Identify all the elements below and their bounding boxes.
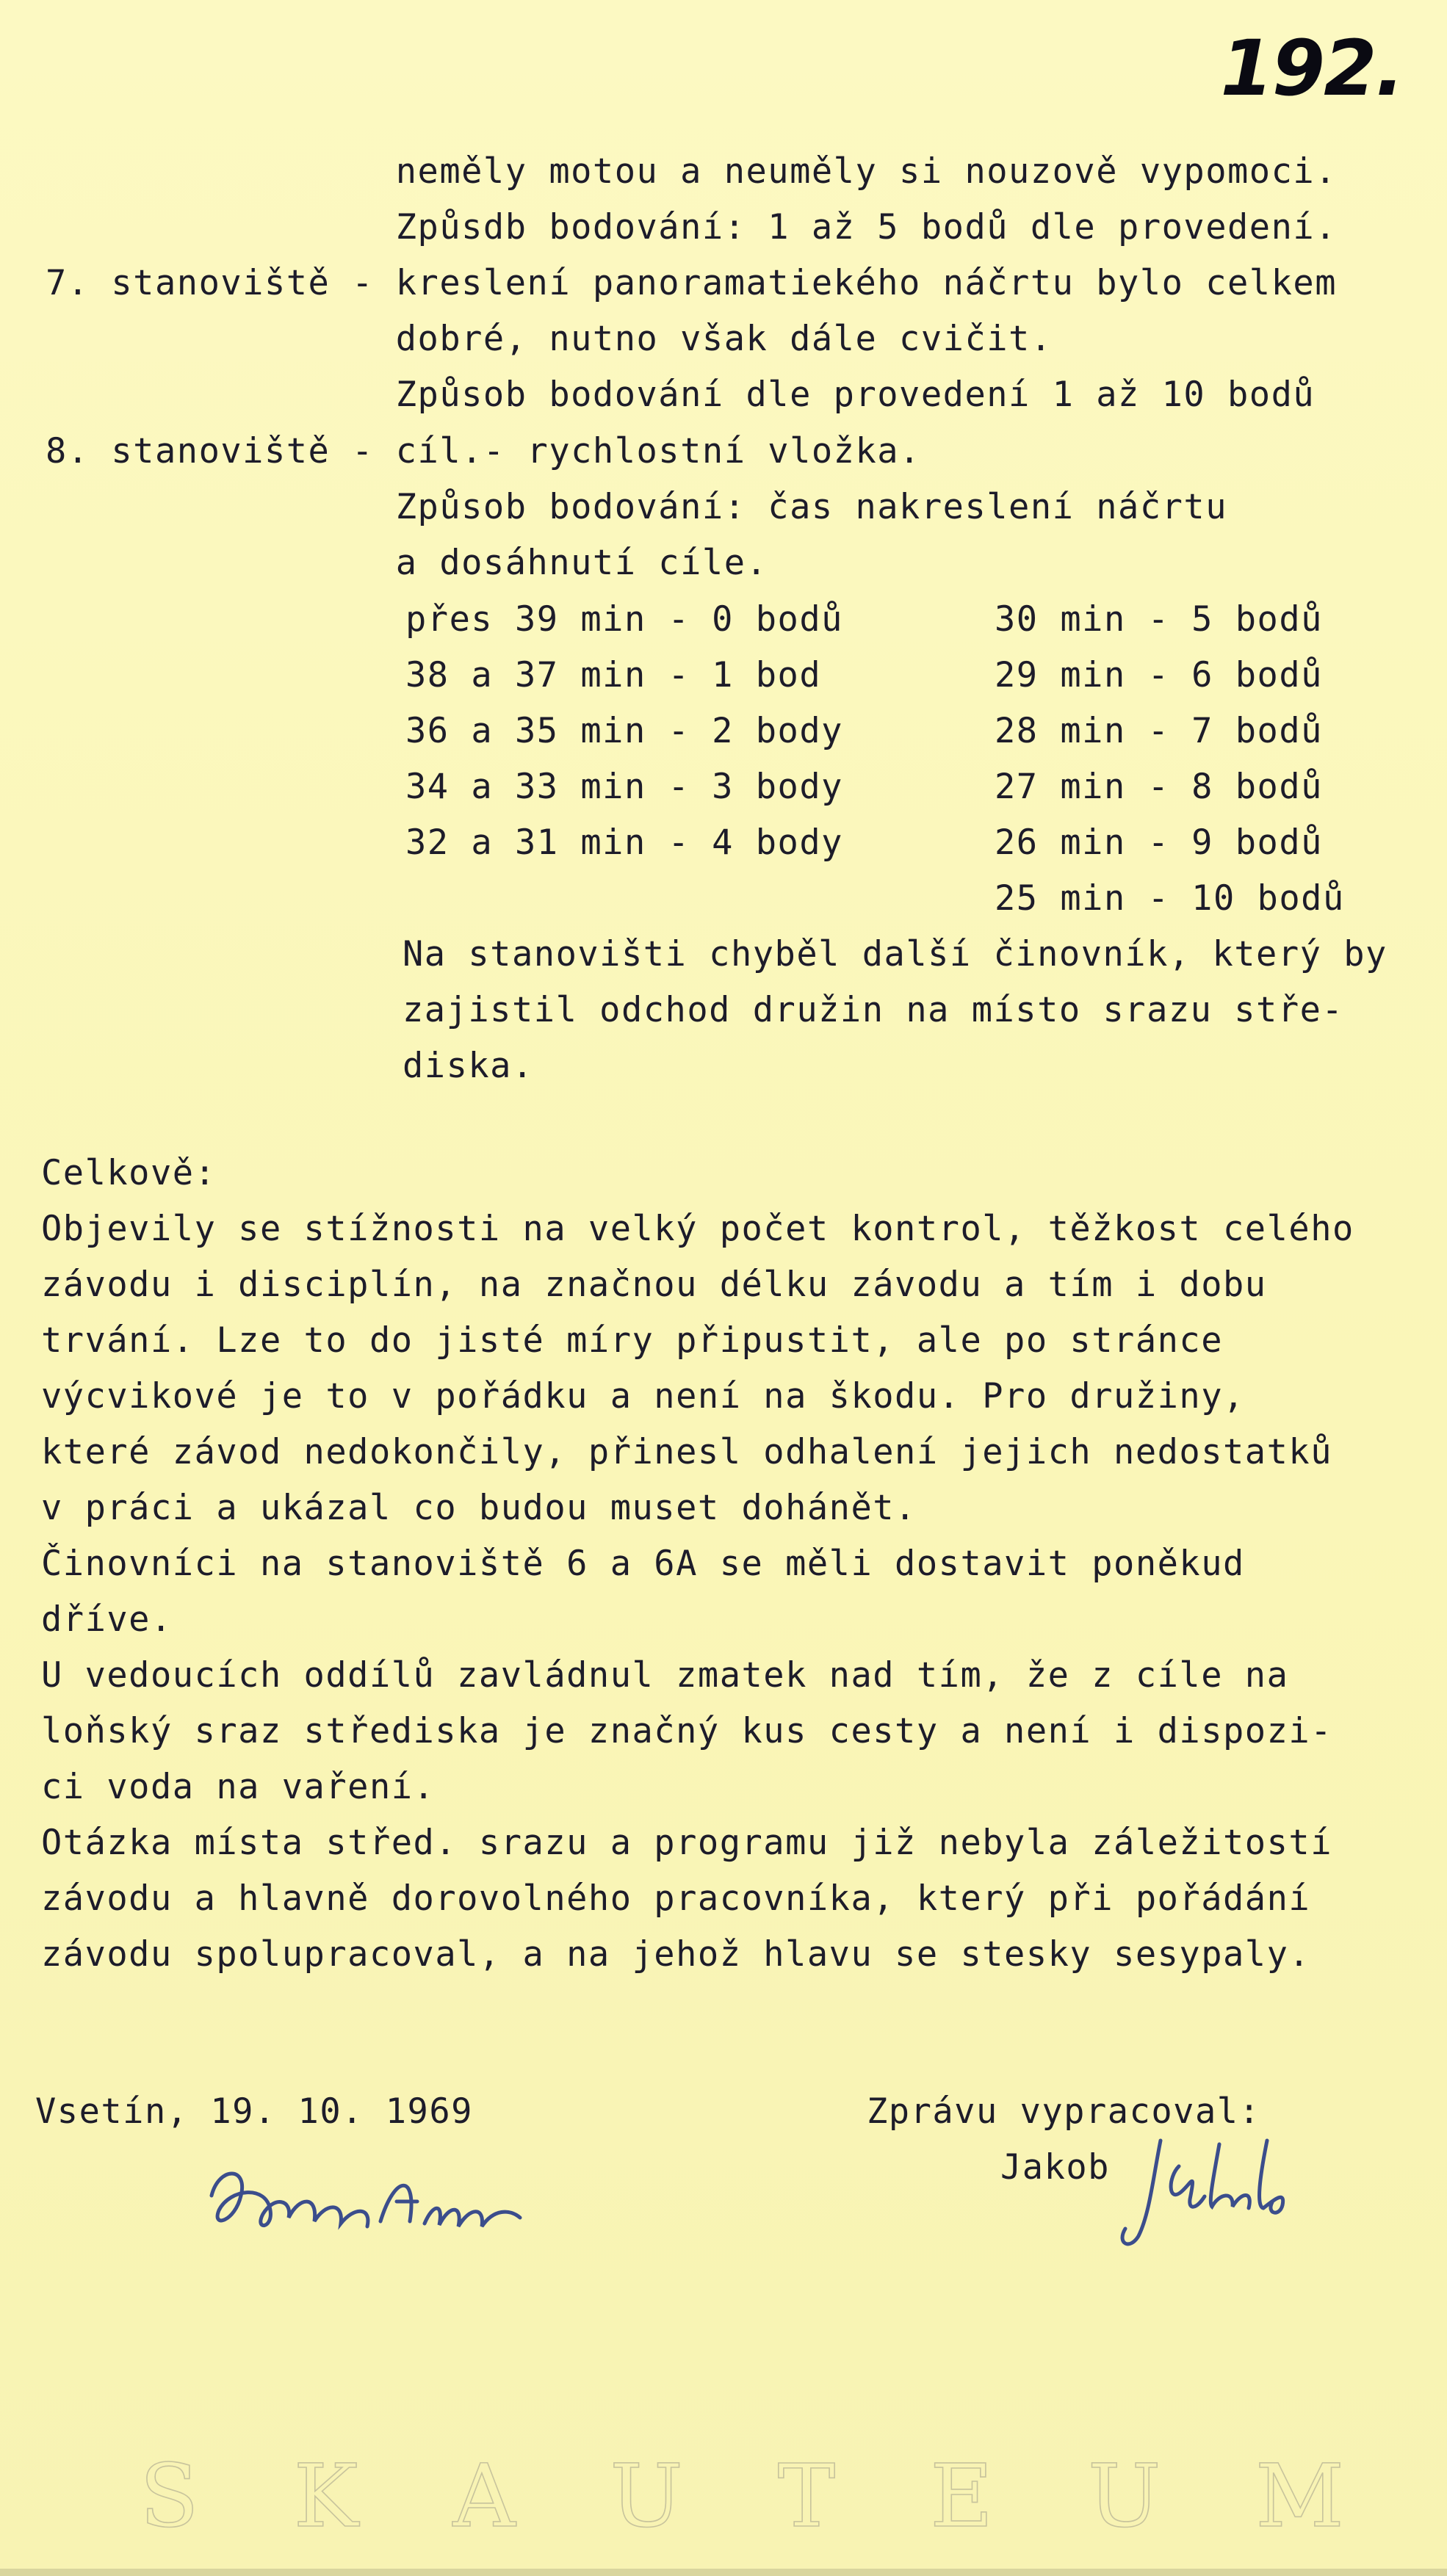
scoring-row: přes 39 min - 0 bodů xyxy=(405,599,843,640)
scoring-row: 36 a 35 min - 2 body xyxy=(405,711,843,751)
summary-line: trvání. Lze to do jisté míry připustit, ale po stránce xyxy=(41,1320,1224,1361)
scoring-row: 32 a 31 min - 4 body xyxy=(405,822,843,863)
watermark-letter: T xyxy=(777,2445,836,2547)
summary-line: Činovníci na stanoviště 6 a 6A se měli dostavit poněkud xyxy=(41,1544,1245,1584)
station-note-line: diska. xyxy=(403,1046,534,1086)
summary-line: v práci a ukázal co budou muset dohánět. xyxy=(41,1488,917,1528)
watermark-letter: K xyxy=(293,2445,358,2547)
watermark-letter: E xyxy=(930,2445,994,2547)
summary-line: které závod nedokončily, přinesl odhalení jejich nedostatků xyxy=(41,1432,1332,1472)
page-bottom-edge xyxy=(0,2569,1447,2576)
signature-right xyxy=(1109,2126,1322,2254)
author-name: Jakob xyxy=(1000,2147,1110,2188)
scoring-row: 38 a 37 min - 1 bod xyxy=(405,655,822,695)
station-line: 7. stanoviště - kreslení panoramatiekého náčrtu bylo celkem xyxy=(46,263,1337,303)
report-label: Zprávu vypracoval: xyxy=(867,2091,1261,2132)
watermark-letter: U xyxy=(1087,2445,1161,2547)
station-note-line: Na stanovišti chyběl další činovník, který by xyxy=(403,934,1388,974)
summary-line: závodu a hlavně dorovolného pracovníka, který při pořádání xyxy=(41,1878,1311,1919)
station-line: 8. stanoviště - cíl.- rychlostní vložka. xyxy=(46,431,921,471)
station-line: Způsdb bodování: 1 až 5 bodů dle provedení. xyxy=(46,207,1337,247)
page-number: 192. xyxy=(1220,23,1403,113)
station-line: neměly motou a neuměly si nouzově vypomoci. xyxy=(46,151,1337,192)
summary-line: ci voda na vaření. xyxy=(41,1767,436,1807)
watermark-letter: M xyxy=(1255,2445,1344,2547)
watermark xyxy=(140,2445,1344,2547)
watermark-letter: A xyxy=(452,2445,516,2547)
summary-line: dříve. xyxy=(41,1599,173,1640)
scoring-row: 28 min - 7 bodů xyxy=(995,711,1323,751)
station-line: dobré, nutno však dále cvičit. xyxy=(46,319,1053,359)
station-note-line: zajistil odchod družin na místo srazu stře- xyxy=(403,990,1344,1030)
summary-line: závodu i disciplín, na značnou délku závodu a tím i dobu xyxy=(41,1265,1267,1305)
summary-line: závodu spolupracoval, a na jehož hlavu se stesky sesypaly. xyxy=(41,1934,1311,1975)
station-line: Způsob bodování: čas nakreslení náčrtu xyxy=(46,487,1228,527)
scoring-row: 25 min - 10 bodů xyxy=(995,878,1345,919)
watermark-letter: S xyxy=(140,2445,199,2547)
summary-line: Otázka místa střed. srazu a programu již nebyla záležitostí xyxy=(41,1823,1332,1863)
summary-line: U vedoucích oddílů zavládnul zmatek nad tím, že z cíle na xyxy=(41,1655,1289,1696)
summary-line: Objevily se stížnosti na velký počet kontrol, těžkost celého xyxy=(41,1209,1354,1249)
place-date: Vsetín, 19. 10. 1969 xyxy=(35,2091,473,2132)
summary-line: výcvikové je to v pořádku a není na škodu. Pro družiny, xyxy=(41,1376,1245,1417)
scoring-row: 27 min - 8 bodů xyxy=(995,767,1323,807)
scoring-row: 29 min - 6 bodů xyxy=(995,655,1323,695)
station-line: Způsob bodování dle provedení 1 až 10 bodů xyxy=(46,375,1316,415)
scoring-row: 30 min - 5 bodů xyxy=(995,599,1323,640)
scoring-row: 34 a 33 min - 3 body xyxy=(405,767,843,807)
summary-heading: Celkově: xyxy=(41,1153,217,1193)
scoring-row: 26 min - 9 bodů xyxy=(995,822,1323,863)
watermark-letter: U xyxy=(610,2445,683,2547)
signature-left xyxy=(197,2144,542,2254)
summary-line: loňský sraz střediska je značný kus cesty a není i dispozi- xyxy=(41,1711,1332,1751)
station-line: a dosáhnutí cíle. xyxy=(46,543,768,583)
